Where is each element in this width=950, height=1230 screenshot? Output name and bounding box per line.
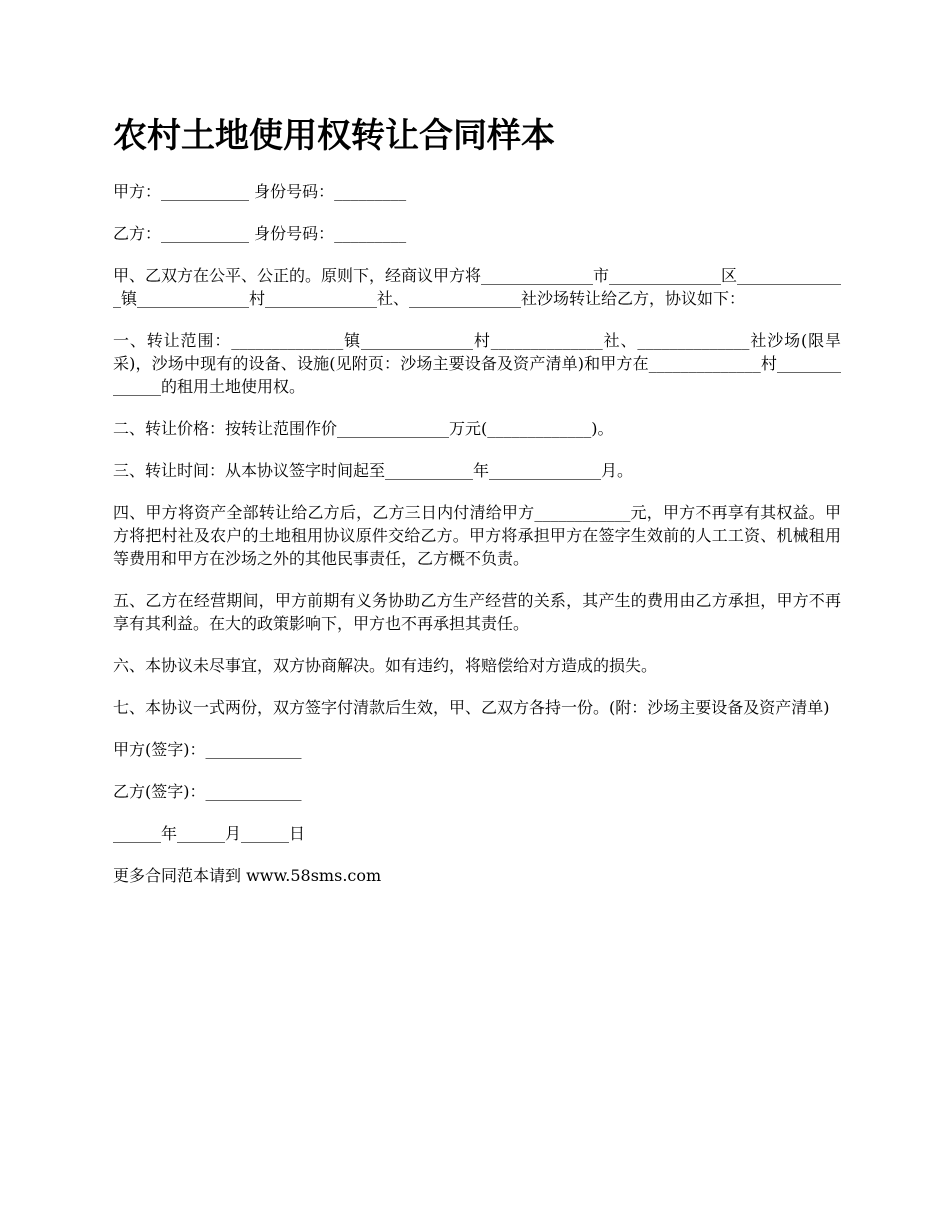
party-b-info: 乙方：___________ 身份号码：_________	[113, 224, 407, 243]
party-a-signature: 甲方(签字)：____________	[113, 740, 302, 759]
clause-1-scope: 一、转让范围：______________镇______________村______________社、______________社沙场(限旱采)，沙场中现有的设备、设施(见附页：沙场主要设备及资产清单)和甲方在______________村______________的租用土地使用权。	[113, 331, 841, 396]
clause-6-disputes: 六、本协议未尽事宜，双方协商解决。如有违约，将赔偿给对方造成的损失。	[113, 656, 658, 675]
clause-3-time: 三、转让时间：从本协议签字时间起至___________年______________月。	[113, 461, 634, 480]
clause-5-operation: 五、乙方在经营期间，甲方前期有义务协助乙方生产经营的关系，其产生的费用由乙方承担，甲方不再享有其利益。在大的政策影响下，甲方也不再承担其责任。	[113, 591, 841, 633]
clause-4-payment: 四、甲方将资产全部转让给乙方后，乙方三日内付清给甲方____________元，甲方不再享有其权益。甲方将把村社及农户的土地租用协议原件交给乙方。甲方将承担甲方在签字生效前的人工工资、机械租用等费用和甲方在沙场之外的其他民事责任，乙方概不负责。	[113, 503, 841, 568]
footer-note: 更多合同范本请到 www.58sms.com	[113, 866, 382, 885]
party-a-info: 甲方：___________ 身份号码：_________	[113, 182, 407, 201]
agreement-intro: 甲、乙双方在公平、公正的。原则下，经商议甲方将______________市______________区______________镇______________村______________社、______________社沙场转让给乙方，协议如下：	[113, 266, 842, 308]
clause-7-effect: 七、本协议一式两份，双方签字付清款后生效，甲、乙双方各持一份。(附：沙场主要设备及资产清单)	[113, 698, 830, 717]
signing-date: ______年______月______日	[113, 824, 306, 843]
contract-document	[113, 110, 841, 906]
party-b-signature: 乙方(签字)：____________	[113, 782, 302, 801]
clause-2-price: 二、转让价格：按转让范围作价______________万元(_____________)。	[113, 419, 614, 438]
document-title: 农村土地使用权转让合同样本	[113, 116, 555, 156]
